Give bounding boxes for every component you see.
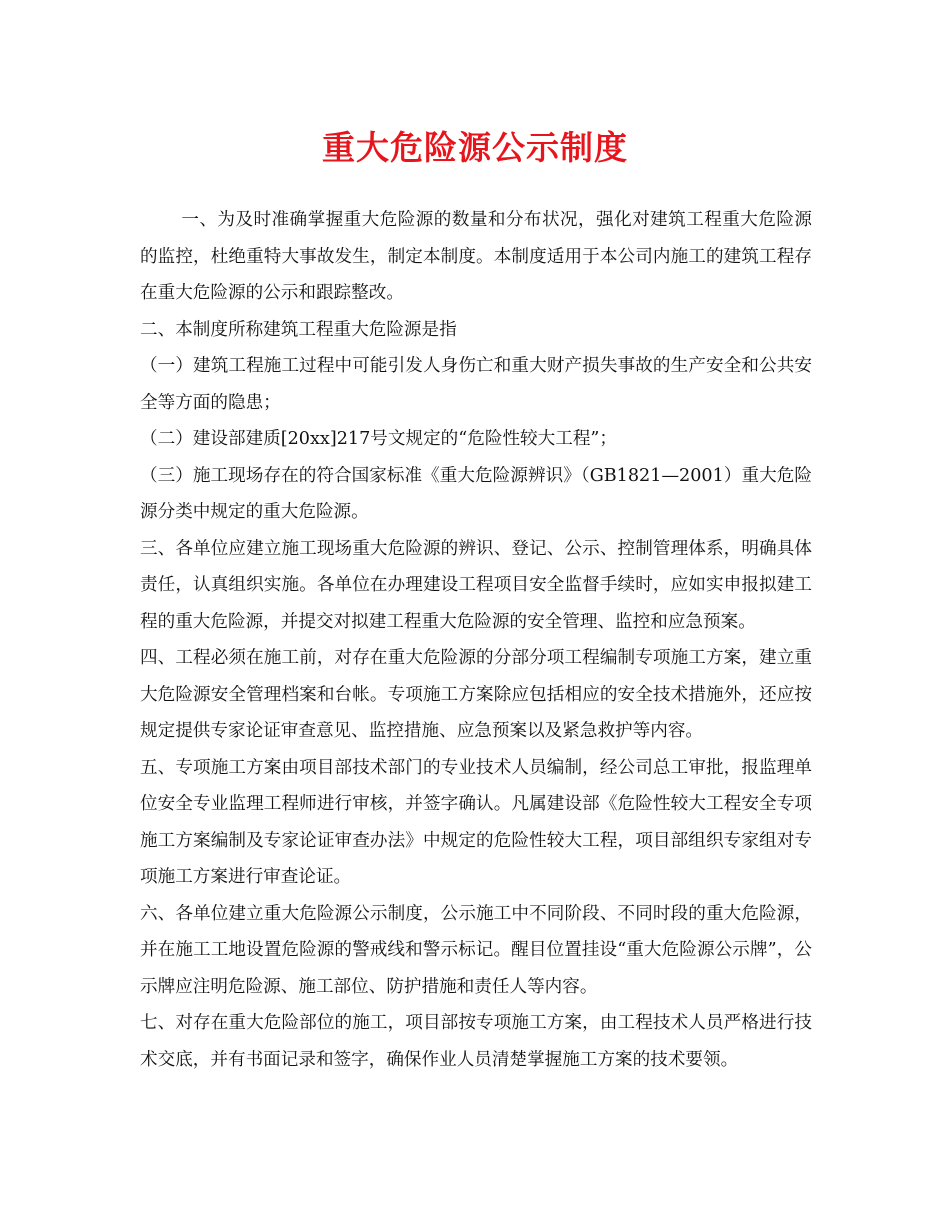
paragraph-2: 二、本制度所称建筑工程重大危险源是指 [140, 319, 457, 340]
paragraph-9: 六、各单位建立重大危险源公示制度，公示施工中不同阶段、不同时段的重大危险源，并在施工工地设置危险源的警戒线和警示标记。醒目位置挂设“重大危险源公示牌”，公示牌应注明危险源、施工部位、防护措施和责任人等内容。 [140, 903, 812, 997]
paragraph-10: 七、对存在重大危险部位的施工，项目部按专项施工方案，由工程技术人员严格进行技术交底，并有书面记录和签字，确保作业人员清楚掌握施工方案的技术要领。 [140, 1013, 812, 1070]
paragraph-1: 一、为及时准确掌握重大危险源的数量和分布状况，强化对建筑工程重大危险源的监控，杜绝重特大事故发生，制定本制度。本制度适用于本公司内施工的建筑工程存在重大危险源的公示和跟踪整改。 [140, 210, 812, 303]
document-body [140, 202, 812, 1078]
paragraph-3: （一）建筑工程施工过程中可能引发人身伤亡和重大财产损失事故的生产安全和公共安全等方面的隐患； [140, 356, 812, 413]
paragraph-5: （三）施工现场存在的符合国家标准《重大危险源辨识》（GB1821—2001）重大危险源分类中规定的重大危险源。 [140, 465, 812, 522]
paragraph-7: 四、工程必须在施工前，对存在重大危险源的分部分项工程编制专项施工方案，建立重大危险源安全管理档案和台帐。专项施工方案除应包括相应的安全技术措施外，还应按规定提供专家论证审查意见、监控措施、应急预案以及紧急救护等内容。 [140, 648, 812, 741]
paragraph-6: 三、各单位应建立施工现场重大危险源的辨识、登记、公示、控制管理体系，明确具体责任，认真组织实施。各单位在办理建设工程项目安全监督手续时，应如实申报拟建工程的重大危险源，并提交对拟建工程重大危险源的安全管理、监控和应急预案。 [140, 538, 812, 632]
paragraph-4: （二）建设部建质[20xx]217号文规定的“危险性较大工程”； [140, 429, 618, 449]
document-title: 重大危险源公示制度 [322, 128, 628, 167]
paragraph-8: 五、专项施工方案由项目部技术部门的专业技术人员编制，经公司总工审批，报监理单位安全专业监理工程师进行审核，并签字确认。凡属建设部《危险性较大工程安全专项施工方案编制及专家论证审查办法》中规定的危险性较大工程，项目部组织专家组对专项施工方案进行审查论证。 [140, 757, 812, 887]
